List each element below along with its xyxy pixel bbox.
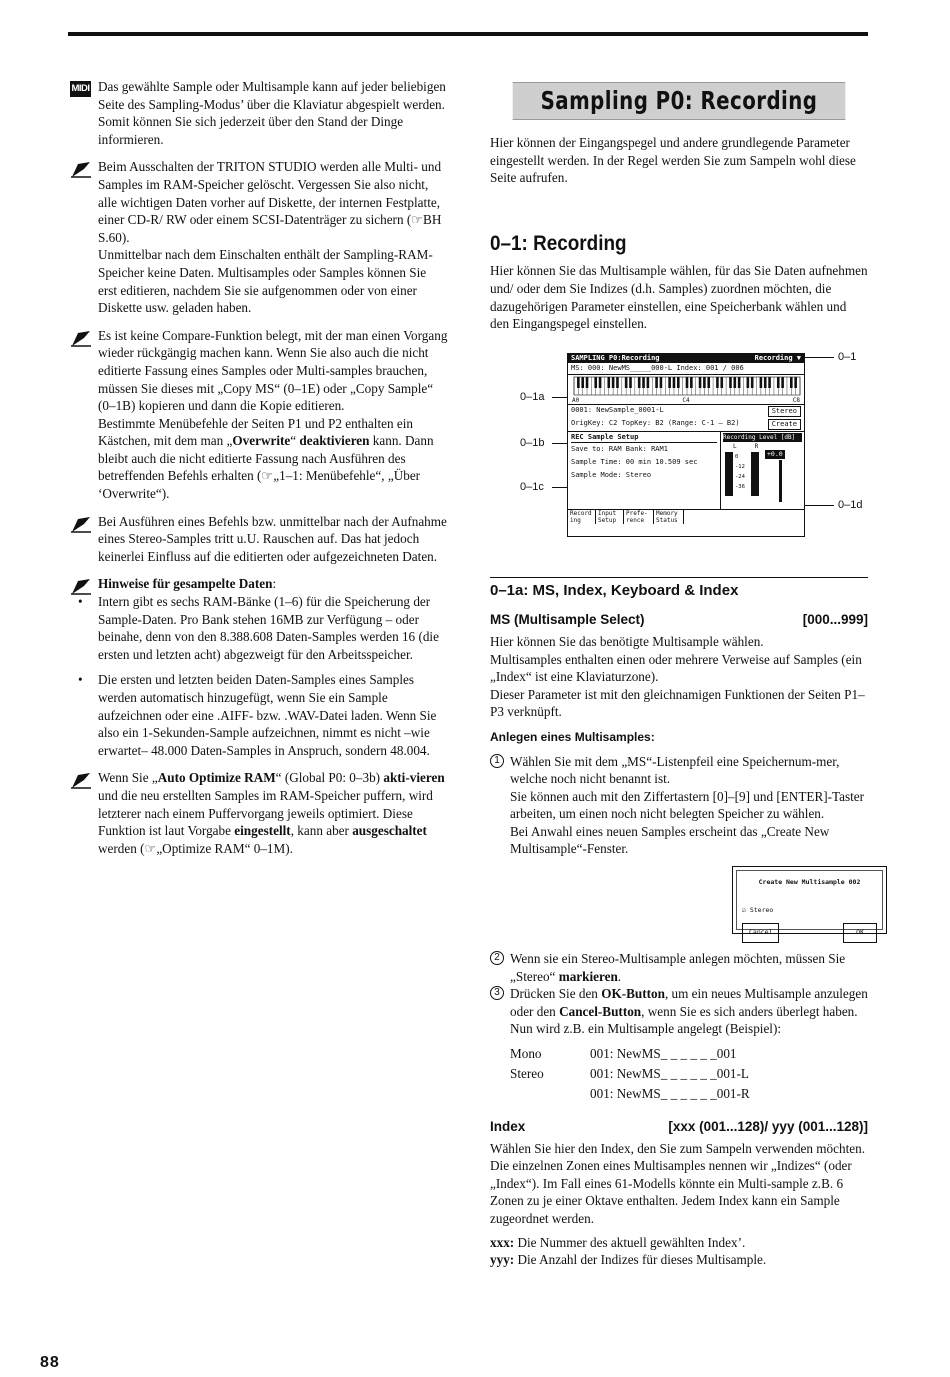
left-column (70, 78, 448, 867)
tab-memory-status[interactable]: Memory Status (654, 510, 684, 524)
overwrite-term: Overwrite (232, 433, 291, 449)
callout-0-1: 0–1 (838, 350, 857, 363)
pen-warning-icon (70, 515, 92, 533)
text-span: , wenn Sie es sich anders überlegt haben. (641, 1003, 858, 1019)
callout-0-1c: 0–1c (520, 480, 544, 493)
note4-heading: Hinweise für gesampelte Daten (98, 576, 273, 592)
dialog-title: Create New Multisample 002 (758, 878, 861, 887)
black-key (734, 377, 737, 388)
black-key (720, 377, 723, 388)
black-key (777, 377, 780, 388)
lcd-sample-row (568, 404, 804, 418)
lcd-key-row (568, 418, 804, 431)
section-title-box (513, 82, 846, 120)
xxx-key: xxx: (490, 1234, 515, 1250)
xxx-def (490, 1234, 868, 1252)
mark-term: markieren (558, 968, 618, 984)
black-key (625, 377, 628, 388)
index-para2: Die einzelnen Zonen eines Multisamples nennen wir „Indizes“ (oder „Index“). Im Fall eines 61-Modells könnte ein Multi-sample z.B. 6 Zonen zu je einer Oktave enthalten. Jedem Index kann ein Sample zugeordnet werden. (490, 1158, 852, 1226)
black-key (790, 377, 793, 388)
lcd-page-label: Recording (754, 353, 793, 362)
top-rule (68, 32, 868, 36)
index-param-label: Index (490, 1119, 526, 1135)
keyboard-graphic[interactable] (568, 375, 804, 397)
tab-recording[interactable]: Record ing (568, 510, 596, 524)
callout-0-1b: 0–1b (520, 436, 545, 449)
step-number: 3 (490, 986, 504, 1000)
ms-param-heading (490, 611, 868, 629)
example-value: 001: NewMS_ _ _ _ _ _001-R (590, 1086, 750, 1102)
list-item: • Die ersten und letzten beiden Daten-Samples eines Samples werden automatisch hinzugefügt, wenn Sie ein Sample aufzeichnen oder eine .AIFF- bzw. .WAV-Datei laden. Wenn Sie also ein 1-Sekunden-Sample aufzeichnen, nimmt es nicht –wie erwartet– 48.000 Daten-Samples in Anspruch, sondern 48.004. (98, 671, 448, 759)
black-key (599, 377, 602, 388)
black-key (668, 377, 671, 388)
kb-label-a0: A0 (572, 396, 580, 404)
checkbox-checked-icon: ☑ (742, 905, 746, 914)
black-key (642, 377, 645, 388)
warning-note-3 (70, 513, 448, 566)
ok-button[interactable]: OK (843, 923, 877, 943)
index-param-heading (490, 1118, 868, 1136)
text-span: “ (Global P0: 0–3b) (275, 770, 384, 786)
ms-para1: Hier können Sie das benötigte Multisample wählen. (490, 633, 764, 649)
text-span: und die neu erstellten Samples im RAM-Speicher puffern, wird letzterer nach einem Puffervorgang jeweils optimiert. Diese Funktion ist laut Vorgabe (98, 787, 433, 839)
midi-note (70, 78, 448, 148)
page-number: 88 (40, 1354, 60, 1371)
warning-note-2 (70, 327, 448, 503)
step-1 (494, 753, 868, 951)
lcd-tabs (568, 509, 804, 524)
pen-warning-icon (70, 771, 92, 789)
lcd-page-name: SAMPLING P0:Recording (571, 353, 660, 362)
tab-input-setup[interactable]: Input Setup (596, 510, 624, 524)
black-key (660, 377, 663, 388)
create-multisample-dialog (732, 866, 887, 937)
keyboard-labels (568, 397, 804, 404)
text-span: “ (290, 433, 300, 449)
save-to-field[interactable]: Save to: RAM Bank: RAM1 (571, 444, 668, 453)
meter-bar-right (751, 452, 759, 496)
index-param-range: [xxx (001...128)/ yyy (001...128)] (668, 1119, 868, 1135)
deactivate-term: deaktivieren (299, 433, 370, 449)
black-key (747, 377, 750, 388)
text-span: kann. Dann bleibt auch die nicht editierte Fassung nach Ausführen des betreffenden Befehls erhalten (☞„1–1: Menübefehle“, „Über ‘Overwrite“). (98, 433, 434, 502)
meter-l-label: L (733, 442, 737, 450)
black-key (612, 377, 615, 388)
cancel-button-term: Cancel-Button (559, 1003, 642, 1019)
cancel-button[interactable]: Cancel (742, 923, 779, 943)
sample-time-field: Sample Time: 00 min 10.509 sec (571, 457, 698, 466)
midi-icon: MIDI (70, 81, 91, 97)
black-key (594, 377, 597, 388)
meter-tick: -24 (735, 473, 745, 480)
lcd-screen-figure (490, 351, 868, 541)
text-span: werden (☞„Optimize RAM“ 0–1M). (98, 840, 293, 856)
level-value[interactable]: +0.0 (767, 449, 783, 458)
heading-0-1a: 0–1a: MS, Index, Keyboard & Index (490, 577, 868, 600)
dropdown-arrow-icon: ▼ (796, 353, 801, 362)
step1-text-b: Sie können auch mit den Ziffertastern [0]–[9] und [ENTER]-Taster arbeiten, um einen noch nicht belegten Speicher zu wählen. (510, 788, 865, 822)
heading-0-1: 0–1: Recording (490, 231, 627, 255)
activate-term: akti-vieren (383, 770, 445, 786)
lcd-title-bar (568, 354, 804, 363)
meter-tick: -36 (735, 483, 745, 490)
page-title: Sampling P0: Recording (540, 86, 818, 116)
black-key (764, 377, 767, 388)
create-button[interactable]: Create (768, 419, 801, 430)
level-slider[interactable] (779, 460, 782, 502)
black-key (729, 377, 732, 388)
tab-preference[interactable]: Prefe-rence (624, 510, 654, 524)
black-key (794, 377, 797, 388)
black-key (760, 377, 763, 388)
enabled-term: eingestellt (234, 823, 291, 839)
midi-note-text: Das gewählte Sample oder Multisample kann auf jeder beliebigen Seite des Sampling-Modus’ über die Klaviatur abgespielt werden. Somit können Sie sich jederzeit über den Stand der Dinge informieren. (98, 79, 446, 147)
example-value: 001: NewMS_ _ _ _ _ _001 (590, 1046, 737, 1062)
lcd-rec-area (568, 431, 804, 509)
rec-level-title: Recording Level [dB] (723, 433, 802, 442)
xxx-value: Die Nummer des aktuell gewählten Index’. (514, 1234, 746, 1250)
table-row (510, 1064, 868, 1084)
recording-description: Hier können Sie das Multisample wählen, für das Sie Daten aufnehmen und/ oder dem Sie Indizes (d.h. Samples) zuordnen möchten, die dazugehörigen Parameter einstellen, eine Speicherbank wählen und den Eingangspegel einstellen. (490, 263, 868, 332)
lcd-page-menu[interactable] (755, 354, 801, 363)
black-key (677, 377, 680, 388)
warning-note-4 (70, 575, 448, 593)
callout-0-1d: 0–1d (838, 498, 863, 511)
intro-text: Hier können der Eingangspegel und andere grundlegende Parameter eingestellt werden. In der Regel werden Sie zum Sampeln wohl diese Seite aufrufen. (490, 135, 856, 186)
step-number: 2 (490, 951, 504, 965)
black-key (703, 377, 706, 388)
table-row (510, 1044, 868, 1064)
black-key (647, 377, 650, 388)
step-3 (494, 985, 868, 1038)
yyy-key: yyy: (490, 1252, 515, 1268)
dialog-inner (736, 870, 883, 937)
auto-optimize-term: Auto Optimize RAM (157, 770, 276, 786)
meter-tick: -12 (735, 463, 745, 470)
text-span: . (617, 968, 622, 984)
warning-note-5 (70, 769, 448, 857)
text-span: Drücken Sie den (510, 986, 602, 1002)
stereo-checkbox-label: Stereo (749, 905, 774, 914)
yyy-def (490, 1251, 868, 1269)
text-span: : (272, 576, 277, 592)
yyy-value: Die Anzahl der Indizes für dieses Multisample. (514, 1252, 767, 1268)
meter-ticks (735, 452, 745, 492)
create-multisample-heading: Anlegen eines Multisamples: (490, 729, 655, 744)
right-column (490, 82, 868, 1269)
text-span: Wenn Sie „ (98, 770, 158, 786)
dialog-figure (510, 866, 868, 950)
black-key (768, 377, 771, 388)
lcd-key-range[interactable]: OrigKey: C2 TopKey: B2 (Range: C-1 – B2) (571, 418, 740, 427)
black-key (738, 377, 741, 388)
pen-warning-icon (70, 160, 92, 178)
black-key (690, 377, 693, 388)
black-key (607, 377, 610, 388)
kb-label-c4: C4 (682, 396, 690, 404)
note2-para2 (98, 415, 448, 503)
stereo-button[interactable]: Stereo (768, 406, 801, 417)
meter-tick: 0 (735, 453, 739, 460)
black-key (577, 377, 580, 388)
sample-mode-field[interactable]: Sample Mode: Stereo (571, 470, 652, 479)
table-row (510, 1084, 868, 1104)
lcd-ms-row[interactable]: MS: 000: NewMS_____000-L Index: 001 / 006 (568, 363, 804, 375)
step1-text-c: Bei Anwahl eines neuen Samples erscheint das „Create New Multisample“-Fenster. (510, 823, 830, 857)
text-span: , kann aber (290, 823, 353, 839)
note2-para1: Es ist keine Compare-Funktion belegt, mit der man einen Vorgang wieder rückgängig machen kann. Wenn Sie also auch die nicht editierte Fassung eines Samples oder Multi-samples brauchen, müssen Sie dieses mit „Copy MS“ (0–1E) oder „Copy Sample“ (0–1B) kopieren und dann die Kopie editieren. (98, 327, 448, 414)
step-2 (494, 950, 868, 985)
step1-text-a: Wählen Sie mit dem „MS“-Listenpfeil eine Speichernum-mer, welche noch nicht benannt ist. (510, 753, 840, 787)
callout-0-1a: 0–1a (520, 390, 545, 403)
note3-text: Bei Ausführen eines Befehls bzw. unmittelbar nach der Aufnahme eines Stereo-Samples tritt u.U. Rauschen auf. Das hat jedoch keinerlei Einfluss auf die editierten oder aufgezeichneten Daten. (98, 513, 447, 564)
note1-para1: Beim Ausschalten der TRITON STUDIO werden alle Multi- und Samples im RAM-Speicher gelöscht. Vergessen Sie also nicht, alle wichtigen Daten vorher auf Diskette, der internen Festplatte, einer CD-R/ RW oder einem SCSI-Datenträger zu sichern (☞BH S.60). (98, 159, 442, 245)
list-item: • Intern gibt es sechs RAM-Bänke (1–6) für die Speicherung der Sample-Daten. Pro Bank stehen 16MB zur Verfügung – oder beinahe, denn von den 8.388.608 Daten-Samples werden 16 (die ersten und letzten acht) abgezweigt für den Arbeitsspeicher. (98, 593, 448, 663)
text-span: , um ein neues Multisample anzulegen oder den (510, 986, 868, 1019)
warning-note-1 (70, 158, 448, 316)
pen-warning-icon (70, 329, 92, 347)
ms-param-label: MS (Multisample Select) (490, 612, 645, 628)
rec-setup-panel (568, 432, 720, 509)
disabled-term: ausgeschaltet (352, 823, 427, 839)
text-span: Bestimmte Menübefehle der Seiten P1 und P2 enthalten ein Kästchen, mit dem man „ (98, 415, 413, 449)
lcd-sample-select[interactable]: 0001: NewSample_0001-L (571, 405, 664, 414)
stereo-checkbox-row[interactable] (742, 902, 877, 920)
callout-line (800, 505, 834, 506)
index-para1: Wählen Sie hier den Index, den Sie zum Sampeln verwenden möchten. (490, 1140, 865, 1156)
rec-level-panel (720, 432, 804, 509)
sample-data-list (70, 593, 448, 759)
black-key (699, 377, 702, 388)
example-table (510, 1044, 868, 1104)
example-key (510, 1084, 590, 1104)
black-key (655, 377, 658, 388)
meter-r-label: R (754, 442, 759, 450)
lcd-screen (567, 353, 805, 537)
step-number: 1 (490, 754, 504, 768)
meter-channel-labels (723, 442, 802, 451)
ms-param-range: [000...999] (802, 612, 868, 628)
example-key: Mono (510, 1046, 542, 1062)
black-key (616, 377, 619, 388)
ms-para3: Dieser Parameter ist mit den gleichnamigen Funktionen der Seiten P1–P3 verknüpft. (490, 686, 865, 720)
step3-example-intro: Nun wird z.B. ein Multisample angelegt (Beispiel): (510, 1021, 782, 1037)
black-key (716, 377, 719, 388)
black-key (751, 377, 754, 388)
text-span: Wenn sie ein Stereo-Multisample anlegen möchten, müssen Sie „Stereo“ (510, 951, 846, 984)
steps-list (490, 753, 868, 1039)
meter-bar-left (725, 452, 733, 496)
note1-para2: Unmittelbar nach dem Einschalten enthält der Sampling-RAM-Speicher keine Daten. Multisamples oder Samples können Sie erst editieren, nachdem Sie sie aufgenommen oder von einer Diskette usw. geladen haben. (98, 247, 433, 316)
kb-label-c8: C8 (792, 396, 800, 404)
ms-para2: Multisamples enthalten einen oder mehrere Verweise auf Samples (ein „Index“ ist eine Klaviaturzone). (490, 651, 862, 685)
black-key (673, 377, 676, 388)
ok-button-term: OK-Button (601, 986, 665, 1002)
black-key (686, 377, 689, 388)
example-value: 001: NewMS_ _ _ _ _ _001-L (590, 1066, 749, 1082)
dialog-buttons (742, 923, 877, 943)
rec-setup-title: REC Sample Setup (571, 433, 717, 443)
black-key (629, 377, 632, 388)
black-key (581, 377, 584, 388)
black-key (781, 377, 784, 388)
black-key (586, 377, 589, 388)
example-key: Stereo (510, 1066, 544, 1082)
black-key (707, 377, 710, 388)
black-key (638, 377, 641, 388)
